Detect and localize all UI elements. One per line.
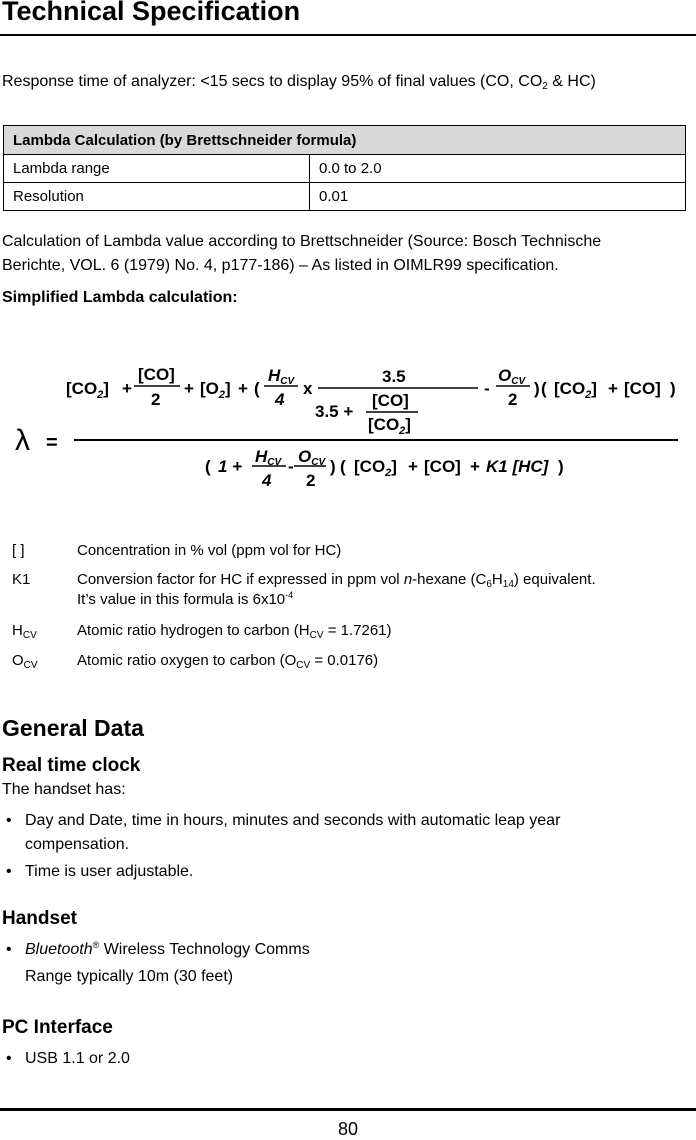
def-key-hcv: $H_{CV}$ xyxy=(12,622,37,641)
svg-text:=: = xyxy=(46,432,58,454)
bullet-icon: • xyxy=(6,863,12,880)
svg-text:2: 2 xyxy=(306,471,316,490)
def-key-ocv: $O_{CV}$ xyxy=(12,652,38,671)
svg-text:(: ( xyxy=(254,379,260,398)
lambda-table xyxy=(3,125,686,211)
response-time-text: Response time of analyzer: <15 secs to display 95% of final values (CO, $CO_2$ & HC) xyxy=(2,73,596,92)
list-item: Time is user adjustable. xyxy=(25,863,194,880)
lambda-table-header: Lambda Calculation (by Brettschneider formula) xyxy=(4,126,686,155)
svg-text:+: + xyxy=(608,379,618,398)
svg-text:): ) xyxy=(534,379,540,398)
simplified-heading: Simplified Lambda calculation: xyxy=(2,289,238,306)
svg-text:1 +: 1 + xyxy=(218,457,243,476)
list-item: Day and Date, time in hours, minutes and seconds with automatic leap year xyxy=(25,812,561,829)
svg-text:[CO]: [CO] xyxy=(424,457,461,476)
svg-text:x: x xyxy=(303,379,313,398)
svg-text:(: ( xyxy=(205,457,211,476)
svg-text:4: 4 xyxy=(275,390,285,409)
heading-handset: Handset xyxy=(2,908,77,929)
svg-text:HCV: HCV xyxy=(255,447,282,468)
heading-real-time-clock: Real time clock xyxy=(2,755,141,776)
def-text-k1: Conversion factor for HC if expressed in ppm vol n-hexane $(C_6H_{14})$ equivalent. xyxy=(77,571,596,590)
footer-rule xyxy=(0,1108,696,1111)
svg-text:[CO2]: $[CO_2]$ xyxy=(368,415,411,437)
svg-text:(: ( xyxy=(340,457,346,476)
svg-text:-: - xyxy=(484,379,490,398)
calc-text-line2: Berichte, VOL. 6 (1979) No. 4, p177-186) – As listed in OIMLR99 specification. xyxy=(2,257,559,274)
svg-text:[CO]: [CO] xyxy=(624,379,661,398)
svg-text:λ: λ xyxy=(15,424,30,457)
page-title: Technical Specification xyxy=(2,0,301,26)
svg-text:OCV: OCV xyxy=(298,447,326,468)
bullet-icon: • xyxy=(6,1050,12,1067)
svg-text:K1 [HC]: K1 [HC] xyxy=(486,457,549,476)
svg-text:+: + xyxy=(470,457,480,476)
svg-text:(: ( xyxy=(541,379,547,398)
table-row xyxy=(4,155,686,183)
bullet-icon: • xyxy=(6,812,12,829)
svg-text:[CO2]: $[CO_2]$ xyxy=(354,457,397,479)
page-number: 80 xyxy=(337,1119,359,1139)
def-text-ocv: Atomic ratio oxygen to carbon $(O_{CV} = 0.0176)$ xyxy=(77,652,379,671)
svg-text:[CO]: [CO] xyxy=(138,365,175,384)
title-rule xyxy=(0,34,696,36)
table-cell-value: 0.01 xyxy=(310,183,686,211)
svg-text:4: 4 xyxy=(262,471,272,490)
svg-text:+: + xyxy=(408,457,418,476)
handset-range: Range typically 10m (30 feet) xyxy=(25,968,234,985)
svg-text:+: + xyxy=(184,379,194,398)
svg-text:HCV: HCV xyxy=(268,366,295,387)
svg-text:3.5 +: 3.5 + xyxy=(315,402,354,421)
def-text-brackets: Concentration in % vol (ppm vol for HC) xyxy=(77,542,342,559)
svg-text:[CO2]: $[CO_2]$ xyxy=(66,379,109,401)
table-cell-label: Lambda range xyxy=(4,155,310,183)
svg-text:+: + xyxy=(122,379,132,398)
table-cell-value: 0.0 to 2.0 xyxy=(310,155,686,183)
list-item-bluetooth: Bluetooth® Wireless Technology Comms xyxy=(25,940,310,958)
svg-text:[CO2]: $[CO_2]$ xyxy=(554,379,597,401)
svg-text:): ) xyxy=(558,457,564,476)
lambda-formula xyxy=(10,358,686,498)
def-text-hcv: Atomic ratio hydrogen to carbon $(H_{CV} = 1.7261)$ xyxy=(77,622,392,641)
def-key-k1: K1 xyxy=(12,571,31,588)
svg-text:2: 2 xyxy=(508,390,518,409)
clock-intro: The handset has: xyxy=(2,781,126,798)
list-item-continued: compensation. xyxy=(25,836,130,853)
section-title-general: General Data xyxy=(2,715,144,741)
svg-text:3.5: 3.5 xyxy=(382,367,406,386)
svg-text:[CO]: [CO] xyxy=(372,391,409,410)
table-cell-label: Resolution xyxy=(4,183,310,211)
svg-text:[O2]: $[O_2]$ xyxy=(200,379,231,401)
heading-pc-interface: PC Interface xyxy=(2,1017,113,1038)
svg-text:-: - xyxy=(288,457,294,476)
def-text-k1-line2: It’s value in this formula is $6x10^{-4}$ xyxy=(77,590,294,608)
list-item-usb: USB 1.1 or 2.0 xyxy=(25,1050,130,1067)
bullet-icon: • xyxy=(6,941,12,958)
calc-text-line1: Calculation of Lambda value according to Brettschneider (Source: Bosch Technische xyxy=(2,233,602,250)
table-row xyxy=(4,183,686,211)
svg-text:2: 2 xyxy=(151,390,161,409)
svg-text:OCV: OCV xyxy=(498,366,526,387)
def-key-brackets: [ ] xyxy=(12,542,25,559)
svg-text:): ) xyxy=(330,457,336,476)
svg-text:): ) xyxy=(670,379,676,398)
svg-text:+: + xyxy=(238,379,248,398)
